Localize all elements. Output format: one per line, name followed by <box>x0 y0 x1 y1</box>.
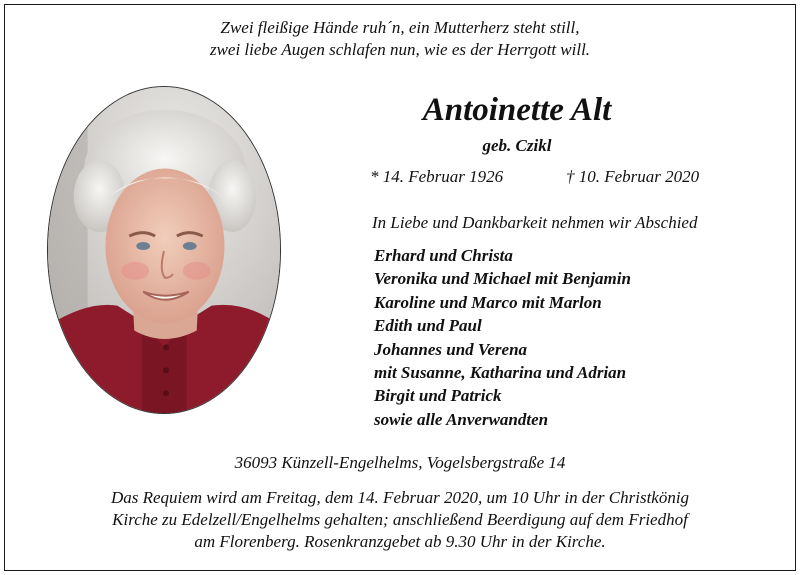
farewell-line: In Liebe und Dankbarkeit nehmen wir Abschied <box>372 213 698 232</box>
mourners-list <box>374 244 631 431</box>
memorial-verse <box>0 17 800 61</box>
list-item: Karoline und Marco mit Marlon <box>374 292 602 312</box>
portrait-image <box>48 87 280 413</box>
verse-line-1: Zwei fleißige Hände ruh´n, ein Mutterherz steht still, <box>220 18 580 37</box>
verse-line-2: zwei liebe Augen schlafen nun, wie es der Herrgott will. <box>209 40 591 59</box>
list-item: Erhard und Christa <box>374 246 513 265</box>
requiem-line-2: Kirche zu Edelzell/Engelhelms gehalten; anschließend Beerdigung auf dem Friedhof <box>112 510 688 529</box>
requiem-line-3: am Florenberg. Rosenkranzgebet ab 9.30 Uhr in der Kirche. <box>194 532 606 551</box>
death-date: † 10. Februar 2020 <box>566 167 700 186</box>
list-item: Birgit und Patrick <box>374 386 502 406</box>
list-item: Johannes und Verena <box>374 339 528 359</box>
requiem-notice <box>0 487 800 553</box>
birth-date: * 14. Februar 1926 <box>370 167 504 186</box>
list-item: mit Susanne, Katharina und Adrian <box>374 363 627 383</box>
list-item: Veronika und Michael mit Benjamin <box>374 269 631 289</box>
list-item: Edith und Paul <box>374 316 482 336</box>
deceased-name: Antoinette Alt <box>422 92 612 128</box>
mourning-address: 36093 Künzell-Engelhelms, Vogelsbergstraße 14 <box>234 453 566 472</box>
portrait-photo <box>47 86 281 414</box>
requiem-line-1: Das Requiem wird am Freitag, dem 14. Februar 2020, um 10 Uhr in der Christkönig <box>110 488 690 507</box>
maiden-name: geb. Czikl <box>482 136 552 155</box>
list-item: sowie alle Anverwandten <box>374 409 549 429</box>
